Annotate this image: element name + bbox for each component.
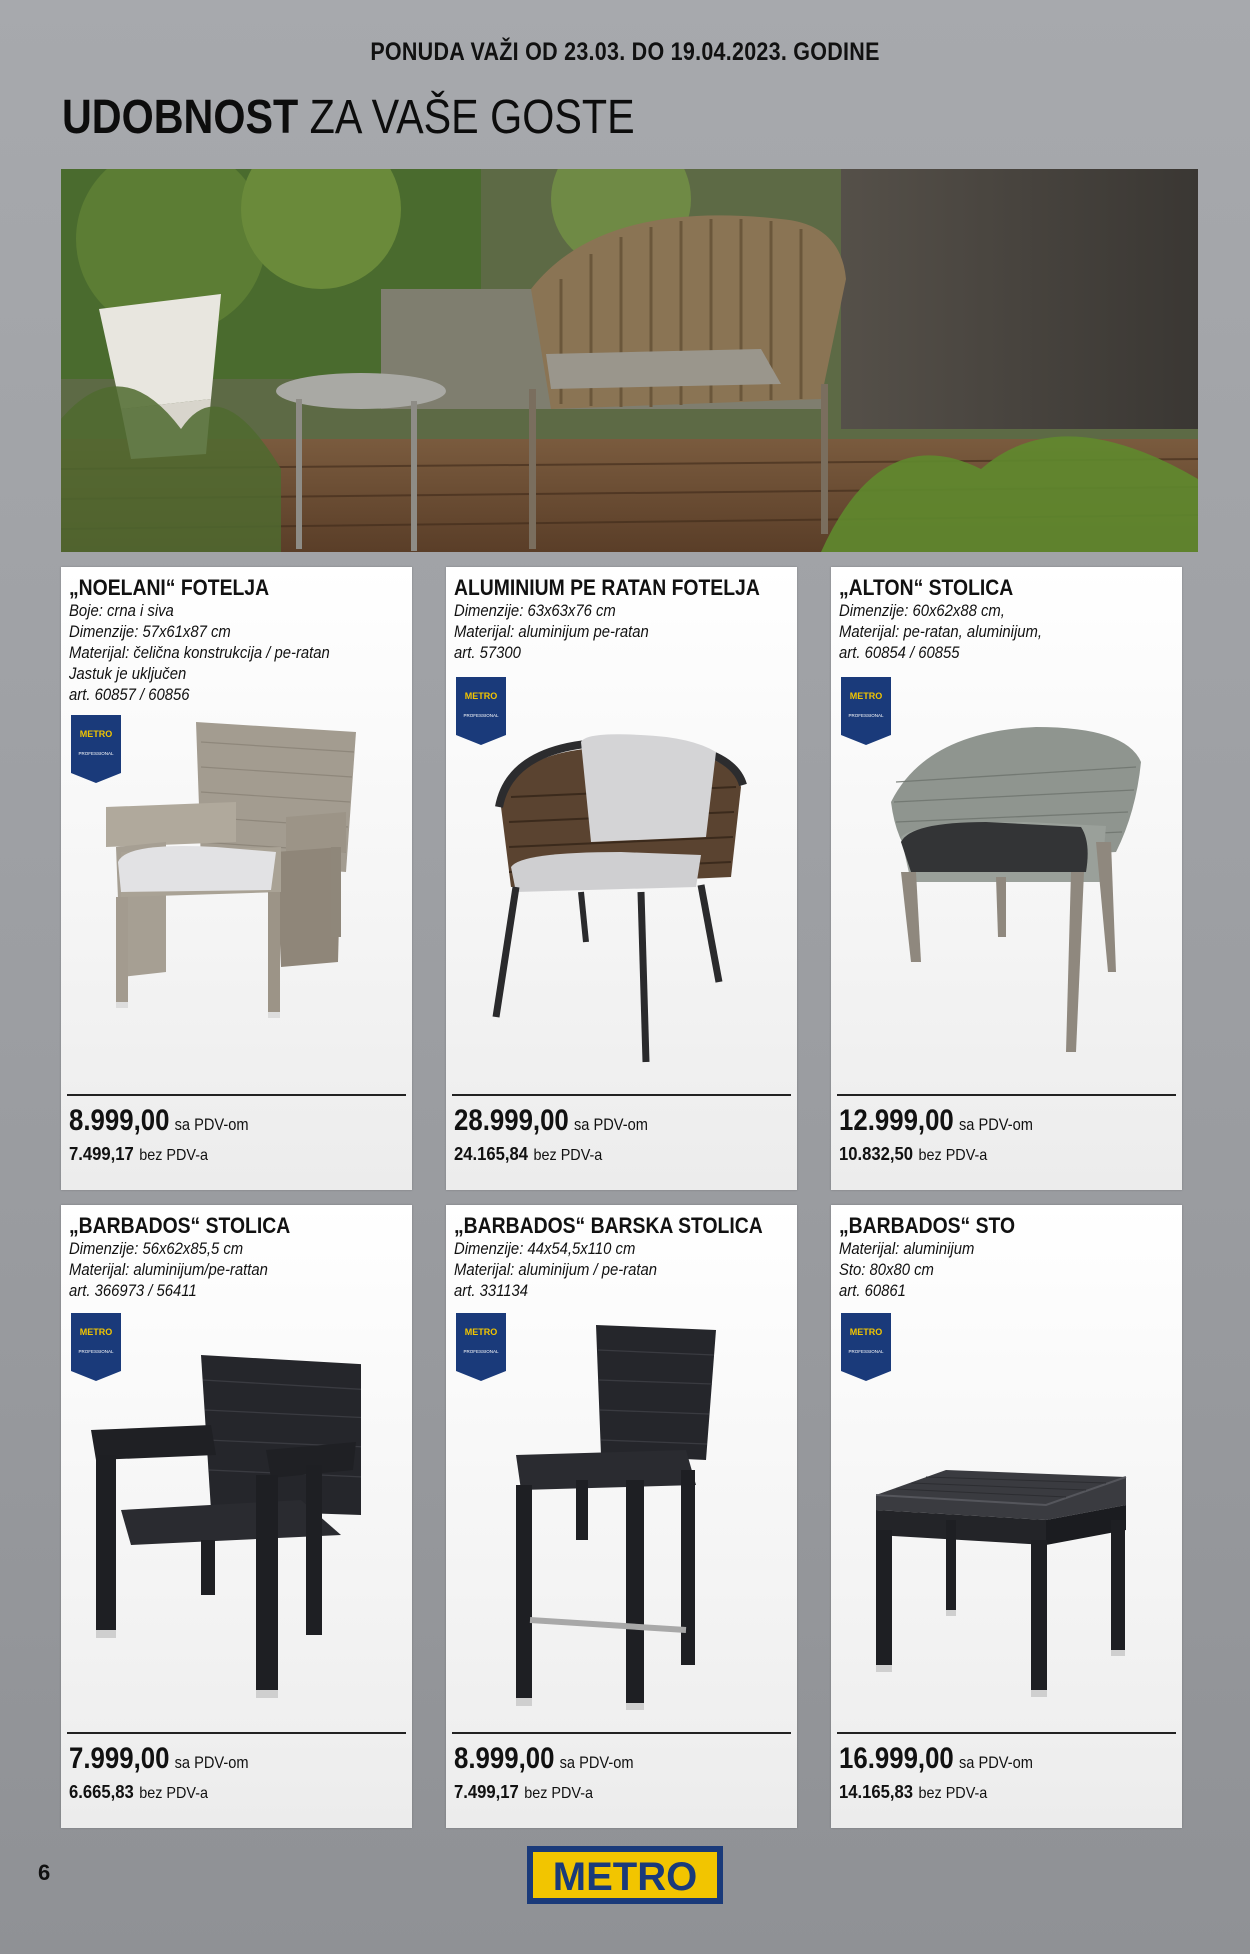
price-gross-value: 7.999,00 (69, 1742, 170, 1775)
product-title: „NOELANI“ FOTELJA (69, 575, 270, 600)
badge-brand: METRO (79, 729, 113, 739)
product-title: ALUMINIUM PE RATAN FOTELJA (454, 575, 760, 600)
metro-logo (527, 1846, 723, 1904)
spec-line: Dimenzije: 60x62x88 cm, (839, 602, 1005, 620)
badge-sub: PROFESSIONAL (463, 713, 499, 718)
product-card-barbados-table[interactable] (831, 1205, 1182, 1828)
spec-line: Materijal: aluminijum (839, 1240, 975, 1258)
product-image-alton-chair (886, 722, 1146, 1067)
price-gross-value: 28.999,00 (454, 1104, 569, 1137)
price-net-value: 6.665,83 (69, 1781, 134, 1802)
offer-date-range: PONUDA VAŽI OD 23.03. DO 19.04.2023. GODINE (370, 38, 880, 66)
price-gross-suffix: sa PDV-om (174, 1115, 249, 1134)
badge-brand: METRO (849, 691, 883, 701)
price-gross-suffix: sa PDV-om (174, 1753, 249, 1772)
price-without-vat (69, 1143, 208, 1165)
price-without-vat (839, 1143, 987, 1165)
product-specs (839, 601, 1042, 664)
page-title (62, 88, 635, 148)
spec-line: Boje: crna i siva (69, 602, 174, 620)
price-net-value: 7.499,17 (69, 1143, 134, 1164)
price-net-suffix: bez PDV-a (918, 1147, 988, 1164)
spec-line: Materijal: čelična konstrukcija / pe-ratan (69, 644, 330, 662)
product-card-aluminium-pe-ratan[interactable] (446, 567, 797, 1190)
price-with-vat (454, 1104, 648, 1138)
price-gross-suffix: sa PDV-om (573, 1115, 648, 1134)
spec-line: Dimenzije: 56x62x85,5 cm (69, 1240, 244, 1258)
badge-brand: METRO (464, 691, 498, 701)
product-title: „BARBADOS“ STO (839, 1213, 1016, 1238)
price-net-value: 7.499,17 (454, 1781, 519, 1802)
product-card-barbados-bar-stool[interactable] (446, 1205, 797, 1828)
spec-line: Jastuk je uključen (69, 665, 187, 683)
price-with-vat (454, 1742, 634, 1776)
product-card-alton[interactable] (831, 567, 1182, 1190)
badge-sub: PROFESSIONAL (463, 1349, 499, 1354)
spec-line: Sto: 80x80 cm (839, 1261, 934, 1279)
price-gross-suffix: sa PDV-om (958, 1753, 1033, 1772)
spec-line: Materijal: aluminijum/pe-rattan (69, 1261, 268, 1279)
metro-professional-badge (841, 1313, 891, 1381)
spec-line: art. 57300 (454, 644, 521, 662)
spec-line: Dimenzije: 63x63x76 cm (454, 602, 616, 620)
price-net-suffix: bez PDV-a (139, 1785, 209, 1802)
product-title: „ALTON“ STOLICA (839, 575, 1014, 600)
badge-sub: PROFESSIONAL (78, 751, 114, 756)
product-image-noelani-armchair (106, 712, 376, 1042)
badge-brand: METRO (79, 1327, 113, 1337)
product-title: „BARBADOS“ BARSKA STOLICA (454, 1213, 763, 1238)
spec-line: art. 60861 (839, 1282, 906, 1300)
spec-line: art. 60857 / 60856 (69, 686, 190, 704)
spec-line: Dimenzije: 57x61x87 cm (69, 623, 231, 641)
price-net-suffix: bez PDV-a (918, 1785, 988, 1802)
price-gross-suffix: sa PDV-om (559, 1753, 634, 1772)
product-specs (69, 1239, 268, 1302)
product-card-barbados-chair[interactable] (61, 1205, 412, 1828)
page-title-rest: ZA VAŠE GOSTE (298, 91, 635, 144)
spec-line: art. 60854 / 60855 (839, 644, 960, 662)
price-gross-value: 8.999,00 (454, 1742, 555, 1775)
badge-sub: PROFESSIONAL (848, 713, 884, 718)
badge-brand: METRO (849, 1327, 883, 1337)
price-gross-value: 12.999,00 (839, 1104, 954, 1137)
price-divider (452, 1732, 791, 1734)
price-net-suffix: bez PDV-a (139, 1147, 209, 1164)
price-gross-value: 8.999,00 (69, 1104, 170, 1137)
page-number: 6 (38, 1860, 51, 1885)
price-divider (67, 1094, 406, 1096)
product-image-barbados-chair (91, 1350, 361, 1705)
price-net-suffix: bez PDV-a (533, 1147, 603, 1164)
spec-line: art. 331134 (454, 1282, 529, 1300)
price-without-vat (839, 1781, 987, 1803)
price-divider (452, 1094, 791, 1096)
price-with-vat (839, 1742, 1033, 1776)
price-divider (837, 1094, 1176, 1096)
price-with-vat (839, 1104, 1033, 1138)
product-specs (454, 601, 649, 664)
badge-sub: PROFESSIONAL (848, 1349, 884, 1354)
metro-professional-badge (456, 1313, 506, 1381)
product-card-noelani[interactable] (61, 567, 412, 1190)
price-net-value: 10.832,50 (839, 1143, 914, 1164)
price-without-vat (69, 1781, 208, 1803)
price-net-suffix: bez PDV-a (524, 1785, 594, 1802)
product-image-barbados-bar-stool (516, 1320, 716, 1710)
spec-line: Materijal: pe-ratan, aluminijum, (839, 623, 1043, 641)
product-image-barbados-table (876, 1465, 1136, 1705)
price-without-vat (454, 1781, 593, 1803)
product-title: „BARBADOS“ STOLICA (69, 1213, 291, 1238)
price-divider (837, 1732, 1176, 1734)
hero-photo-illustration (61, 169, 1198, 552)
price-gross-suffix: sa PDV-om (958, 1115, 1033, 1134)
product-specs (69, 601, 330, 706)
price-divider (67, 1732, 406, 1734)
price-net-value: 24.165,84 (454, 1143, 529, 1164)
spec-line: Materijal: aluminijum / pe-ratan (454, 1261, 658, 1279)
product-specs (839, 1239, 974, 1302)
spec-line: Dimenzije: 44x54,5x110 cm (454, 1240, 636, 1258)
page-title-bold: UDOBNOST (62, 91, 299, 144)
product-specs (454, 1239, 657, 1302)
product-image-aluminium-armchair (491, 727, 751, 1072)
hero-photo-terrace (61, 169, 1198, 552)
badge-brand: METRO (464, 1327, 498, 1337)
spec-line: art. 366973 / 56411 (69, 1282, 197, 1300)
metro-logo-text: METRO (552, 1855, 698, 1899)
badge-sub: PROFESSIONAL (78, 1349, 114, 1354)
price-net-value: 14.165,83 (839, 1781, 914, 1802)
metro-professional-badge (841, 677, 891, 745)
spec-line: Materijal: aluminijum pe-ratan (454, 623, 649, 641)
price-with-vat (69, 1742, 249, 1776)
price-gross-value: 16.999,00 (839, 1742, 954, 1775)
price-without-vat (454, 1143, 602, 1165)
price-with-vat (69, 1104, 249, 1138)
